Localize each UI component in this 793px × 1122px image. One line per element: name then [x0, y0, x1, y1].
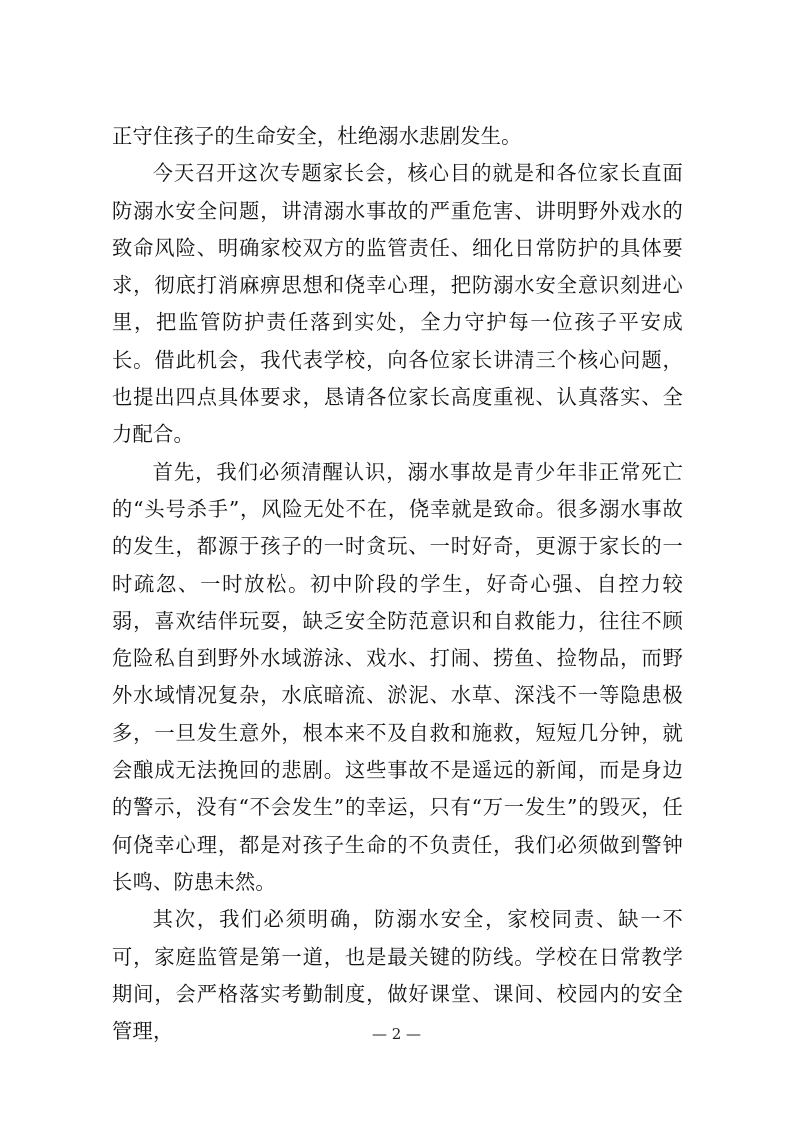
paragraph-first-point: 首先，我们必须清醒认识，溺水事故是青少年非正常死亡的“头号杀手”，风险无处不在，侥幸就是致命。很多溺水事故的发生，都源于孩子的一时贪玩、一时好奇，更源于家长的一时疏忽、一时放松。初中阶段的学生，好奇心强、自控力较弱，喜欢结伴玩耍，缺乏安全防范意识和自救能力，往往不顾危险私自到野外水域游泳、戏水、打闹、捞鱼、捡物品，而野外水域情况复杂，水底暗流、淤泥、水草、深浅不一等隐患极多，一旦发生意外，根本来不及自救和施救，短短几分钟，就会酿成无法挽回的悲剧。这些事故不是遥远的新闻，而是身边的警示，没有“不会发生”的幸运，只有“万一发生”的毁灭，任何侥幸心理，都是对孩子生命的不负责任，我们必须做到警钟长鸣、防患未然。 [112, 459, 683, 894]
page-number: — 2 — [371, 1025, 422, 1043]
document-body [112, 118, 683, 1050]
paragraph-second-point: 其次，我们必须明确，防溺水安全，家校同责、缺一不可，家庭监管是第一道，也是最关键的防线。学校在日常教学期间，会严格落实考勤制度，做好课堂、课间、校园内的安全管理， [112, 907, 683, 1044]
paragraph-purpose: 今天召开这次专题家长会，核心目的就是和各位家长直面防溺水安全问题，讲清溺水事故的严重危害、讲明野外戏水的致命风险、明确家校双方的监管责任、细化日常防护的具体要求，彻底打消麻痹思想和侥幸心理，把防溺水安全意识刻进心里，把监管防护责任落到实处，全力守护每一位孩子平安成长。借此机会，我代表学校，向各位家长讲清三个核心问题，也提出四点具体要求，恳请各位家长高度重视、认真落实、全力配合。 [112, 161, 683, 447]
paragraph-continuation: 正守住孩子的生命安全，杜绝溺水悲剧发生。 [112, 124, 522, 148]
